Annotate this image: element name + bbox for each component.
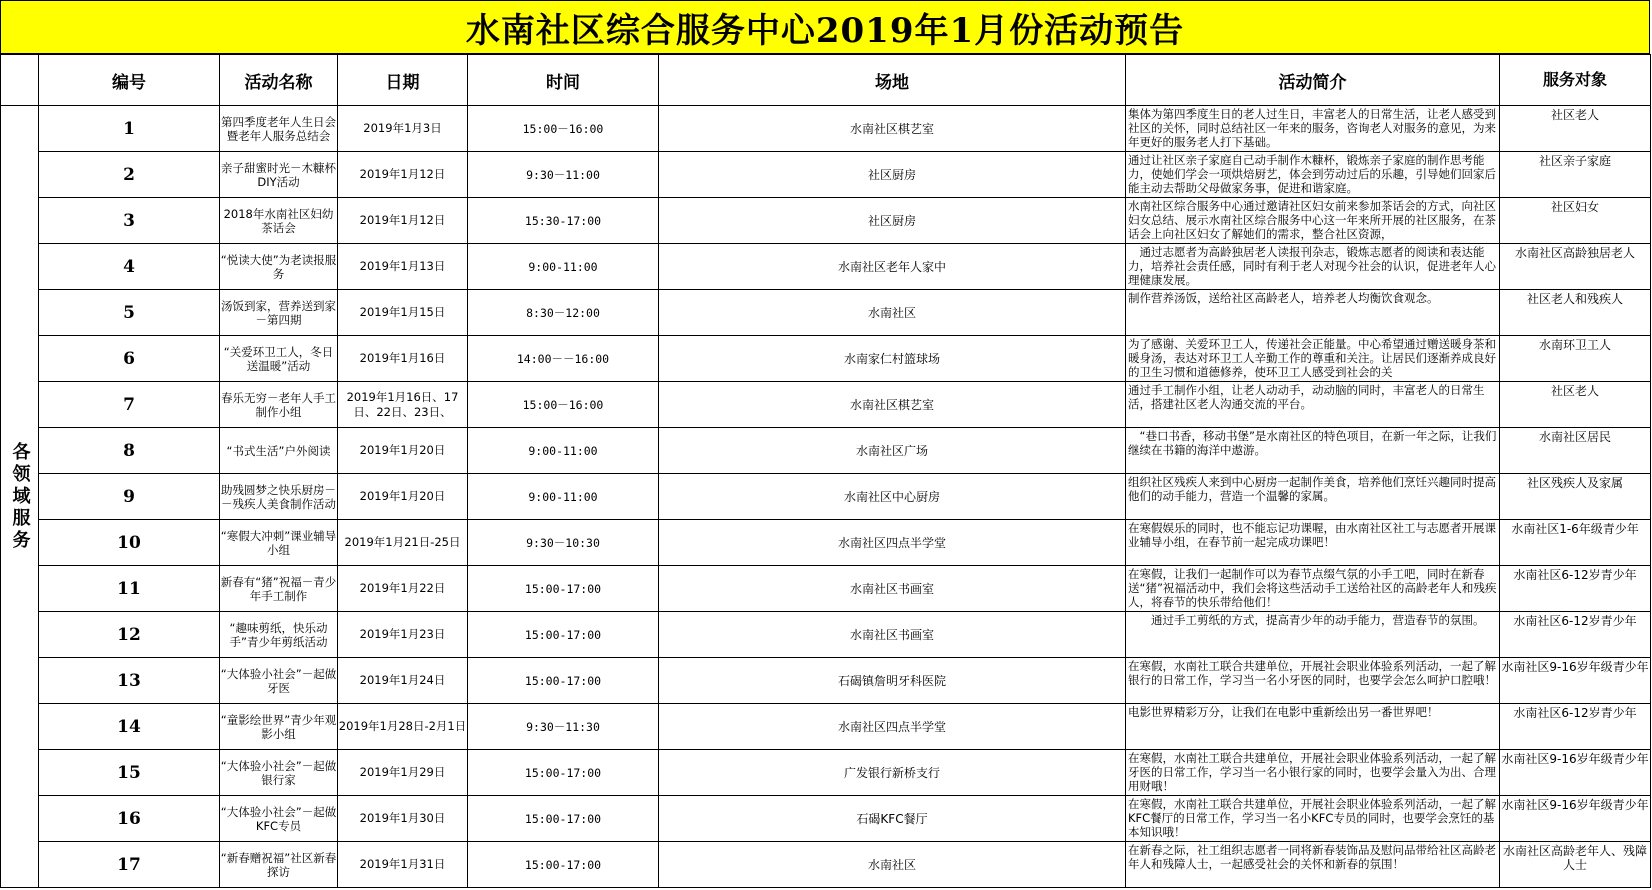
cell-date (338, 382, 468, 428)
cell-venue-text: 水南社区 (867, 306, 916, 320)
cell-description (1126, 658, 1500, 704)
cell-venue-text: 水南社区四点半学堂 (837, 720, 946, 734)
cell-target-text: 水南社区9-16岁年级青少年 (1501, 752, 1649, 766)
cell-target-text: 水南社区6-12岁青少年 (1513, 614, 1637, 628)
table-row (1, 566, 1651, 612)
cell-no (39, 428, 220, 474)
cell-activity-name-text: “大体验小社会”－起做银行家 (220, 758, 337, 787)
cell-activity-name (220, 704, 338, 750)
cell-venue-text: 水南社区 (867, 858, 916, 872)
cell-target (1500, 290, 1651, 336)
cell-target (1500, 336, 1651, 382)
cell-venue-text: 水南社区棋艺室 (849, 122, 934, 136)
cell-description-text: 水南社区综合服务中心通过邀请社区妇女前来参加茶话会的方式，向社区妇女总结、展示水南社区综合服务中心这一年来所开展的社区服务，在茶话会上向社区妇女了解她们的需求，整合社区资源， (1128, 199, 1496, 241)
cell-activity-name (220, 796, 338, 842)
cell-description-text: 在新春之际，社工组织志愿者一同将新春装饰品及慰问品带给社区高龄老年人和残障人士，一起感受社会的关怀和新春的氛围！ (1128, 843, 1496, 871)
cell-venue-text: 石碣KFC餐厅 (856, 812, 928, 826)
cell-date (338, 842, 468, 888)
cell-venue-text: 石碣镇詹明牙科医院 (837, 674, 946, 688)
cell-no (39, 198, 220, 244)
cell-description (1126, 106, 1500, 152)
cell-date-text: 2019年1月24日 (359, 673, 446, 687)
header-date: 日期 (338, 55, 468, 106)
table-row (1, 290, 1651, 336)
table-row (1, 520, 1651, 566)
cell-venue (659, 842, 1126, 888)
cell-time-text: 9:00-11:00 (528, 443, 598, 458)
cell-venue (659, 198, 1126, 244)
cell-no (39, 566, 220, 612)
cell-date-text: 2019年1月20日 (359, 489, 446, 503)
cell-activity-name-text: “关爱环卫工人，冬日送温暖”活动 (223, 344, 334, 373)
cell-description-text: 电影世界精彩万分，让我们在电影中重新绘出另一番世界吧！ (1128, 705, 1439, 719)
table-row (1, 704, 1651, 750)
cell-date-text: 2019年1月20日 (359, 443, 446, 457)
cell-time (468, 382, 659, 428)
cell-venue-text: 水南社区书画室 (849, 582, 934, 596)
cell-activity-name-text: “大体验小社会”－起做牙医 (220, 666, 337, 695)
cell-time (468, 336, 659, 382)
cell-activity-name (220, 658, 338, 704)
cell-venue (659, 244, 1126, 290)
cell-activity-name (220, 750, 338, 796)
cell-venue-text: 水南社区四点半学堂 (837, 536, 946, 550)
cell-time (468, 566, 659, 612)
table-header-row (1, 55, 1651, 106)
cell-no-text: 6 (123, 348, 135, 369)
cell-venue (659, 612, 1126, 658)
cell-time (468, 612, 659, 658)
cell-target (1500, 198, 1651, 244)
table-row (1, 244, 1651, 290)
cell-no (39, 750, 220, 796)
cell-description-text: 在寒假，水南社工联合共建单位，开展社会职业体验系列活动，一起了解牙医的日常工作，学习当一名小银行家的同时，也要学会量入为出、合理用财哦！ (1128, 751, 1496, 793)
cell-date-text: 2019年1月3日 (363, 121, 442, 135)
cell-target-text: 水南社区高龄独居老人 (1514, 246, 1635, 260)
cell-target (1500, 842, 1651, 888)
cell-date-text: 2019年1月31日 (359, 857, 446, 871)
cell-activity-name (220, 152, 338, 198)
cell-venue-text: 水南社区书画室 (849, 628, 934, 642)
cell-time (468, 658, 659, 704)
cell-time (468, 704, 659, 750)
cell-date (338, 290, 468, 336)
cell-activity-name (220, 428, 338, 474)
cell-activity-name (220, 106, 338, 152)
cell-activity-name-text: “大体验小社会”－起做KFC专员 (220, 804, 337, 833)
cell-no-text: 8 (123, 440, 135, 461)
cell-no-text: 5 (123, 302, 135, 323)
cell-description-text: 在寒假娱乐的同时，也不能忘记功课喔，由水南社区社工与志愿者开展课业辅导小组，在春节前一起完成功课吧！ (1128, 521, 1496, 549)
cell-time (468, 842, 659, 888)
cell-target-text: 水南社区1-6年级青少年 (1511, 522, 1639, 536)
cell-activity-name (220, 474, 338, 520)
cell-no (39, 704, 220, 750)
cell-date (338, 658, 468, 704)
cell-target-text: 水南社区居民 (1538, 430, 1611, 444)
cell-venue-text: 广发银行新桥支行 (843, 766, 940, 780)
cell-no-text: 12 (117, 624, 141, 645)
header-venue: 场地 (659, 55, 1126, 106)
table-row (1, 198, 1651, 244)
cell-activity-name (220, 382, 338, 428)
cell-no-text: 3 (123, 210, 135, 231)
activity-table (0, 54, 1651, 888)
cell-no (39, 842, 220, 888)
cell-time-text: 15:00-17:00 (524, 673, 602, 688)
cell-date-text: 2019年1月16日、17日、22日、23日、 (346, 389, 459, 419)
cell-time-text: 15:30-17:00 (524, 213, 602, 228)
cell-time (468, 290, 659, 336)
cell-target (1500, 612, 1651, 658)
cell-date-text: 2019年1月28日-2月1日 (338, 719, 467, 733)
table-row (1, 796, 1651, 842)
cell-no (39, 106, 220, 152)
cell-target (1500, 382, 1651, 428)
cell-activity-name-text: 汤饭到家，营养送到家－第四期 (221, 298, 336, 327)
cell-date (338, 428, 468, 474)
cell-date (338, 750, 468, 796)
table-row (1, 152, 1651, 198)
cell-date (338, 796, 468, 842)
cell-venue (659, 704, 1126, 750)
cell-date (338, 152, 468, 198)
cell-description (1126, 152, 1500, 198)
cell-venue-text: 水南社区中心厨房 (843, 490, 940, 504)
cell-description (1126, 612, 1500, 658)
cell-no (39, 382, 220, 428)
cell-time-text: 14:00－－16:00 (516, 351, 610, 366)
cell-target (1500, 428, 1651, 474)
cell-venue (659, 382, 1126, 428)
cell-no-text: 7 (123, 394, 135, 415)
cell-description (1126, 290, 1500, 336)
cell-target-text: 水南环卫工人 (1538, 338, 1611, 352)
cell-time-text: 8:30－12:00 (526, 305, 600, 320)
cell-description (1126, 336, 1500, 382)
header-category (1, 55, 39, 106)
cell-time (468, 474, 659, 520)
cell-date (338, 566, 468, 612)
cell-time-text: 15:00-17:00 (524, 857, 602, 872)
cell-time-text: 9:30－11:00 (526, 167, 600, 182)
cell-no-text: 9 (123, 486, 135, 507)
cell-target (1500, 106, 1651, 152)
cell-venue-text: 社区厨房 (867, 214, 916, 228)
cell-description-text: 通过手工制作小组，让老人动动手，动动脑的同时，丰富老人的日常生活，搭建社区老人沟通交流的平台。 (1128, 383, 1485, 411)
cell-venue-text: 水南家仁村篮球场 (843, 352, 940, 366)
cell-activity-name (220, 520, 338, 566)
cell-description-text: 组织社区残疾人来到中心厨房一起制作美食，培养他们烹饪兴趣同时提高他们的动手能力，营造一个温馨的家属。 (1128, 475, 1496, 503)
cell-venue (659, 658, 1126, 704)
cell-activity-name-text: 新春有“猪”祝福－青少年手工制作 (220, 574, 337, 603)
cell-activity-name (220, 198, 338, 244)
cell-date-text: 2019年1月29日 (359, 765, 446, 779)
cell-description (1126, 750, 1500, 796)
cell-description (1126, 382, 1500, 428)
cell-venue (659, 520, 1126, 566)
cell-description (1126, 566, 1500, 612)
cell-date (338, 336, 468, 382)
cell-target-text: 水南社区6-12岁青少年 (1513, 568, 1637, 582)
cell-description-text: 通过手工剪纸的方式，提高青少年的动手能力，营造春节的氛围。 (1128, 613, 1485, 627)
cell-description-text: “巷口书香，移动书堡”是水南社区的特色项目，在新一年之际，让我们继续在书籍的海洋中遨游。 (1128, 429, 1497, 457)
cell-venue-text: 水南社区老年人家中 (837, 260, 946, 274)
cell-time (468, 796, 659, 842)
cell-time-text: 15:00-17:00 (524, 811, 602, 826)
cell-date-text: 2019年1月23日 (359, 627, 446, 641)
cell-venue (659, 796, 1126, 842)
cell-description (1126, 842, 1500, 888)
cell-description (1126, 704, 1500, 750)
cell-activity-name-text: 助残圆梦之快乐厨房－－残疾人美食制作活动 (221, 482, 336, 511)
cell-time-text: 9:00-11:00 (528, 259, 598, 274)
cell-date (338, 106, 468, 152)
category-cell: 各领域服务 (1, 106, 39, 888)
cell-description-text: 通过让社区亲子家庭自己动手制作木糠杯，锻炼亲子家庭的制作思考能力，使她们学会一项烘焙厨艺，体会到劳动过后的乐趣，引导她们回家后能主动去帮助父母做家务事，促进和谐家庭。 (1128, 153, 1496, 195)
cell-date (338, 520, 468, 566)
cell-description-text: 在寒假，让我们一起制作可以为春节点缀气氛的小手工吧，同时在新春送“猪”祝福活动中，我们会将这些活动手工送给社区的高龄老年人和残疾人，将春节的快乐带给他们！ (1128, 567, 1497, 609)
table-row (1, 474, 1651, 520)
cell-activity-name-text: “寒假大冲刺”课业辅导小组 (220, 528, 337, 557)
cell-target (1500, 520, 1651, 566)
cell-venue (659, 290, 1126, 336)
table-row (1, 336, 1651, 382)
cell-target (1500, 244, 1651, 290)
cell-venue (659, 428, 1126, 474)
cell-description-text: 制作营养汤饭，送给社区高龄老人，培养老人均衡饮食观念。 (1128, 291, 1439, 305)
table-row (1, 658, 1651, 704)
cell-no-text: 10 (117, 532, 141, 553)
cell-time (468, 520, 659, 566)
cell-venue (659, 750, 1126, 796)
cell-time (468, 428, 659, 474)
cell-time-text: 15:00-17:00 (524, 765, 602, 780)
cell-venue (659, 566, 1126, 612)
header-no: 编号 (39, 55, 220, 106)
cell-venue-text: 水南社区广场 (855, 444, 928, 458)
cell-activity-name-text: “新春赠祝福”社区新春探访 (220, 850, 337, 879)
cell-description (1126, 428, 1500, 474)
cell-time (468, 244, 659, 290)
cell-target (1500, 658, 1651, 704)
table-row (1, 842, 1651, 888)
cell-time (468, 750, 659, 796)
cell-no-text: 15 (117, 762, 141, 783)
cell-activity-name (220, 612, 338, 658)
table-row (1, 750, 1651, 796)
cell-venue (659, 474, 1126, 520)
cell-date (338, 244, 468, 290)
cell-activity-name-text: “趣味剪纸，快乐动手”青少年剪纸活动 (229, 620, 328, 649)
cell-description-text: 为了感谢、关爱环卫工人，传递社会正能量。中心希望通过赠送暖身茶和暖身汤，表达对环卫工人辛勤工作的尊重和关注。让居民们逐渐养成良好的卫生习惯和道德修养，使环卫工人感受到社会的关 (1128, 337, 1496, 379)
cell-no (39, 796, 220, 842)
cell-description (1126, 244, 1500, 290)
cell-target-text: 水南社区9-16岁年级青少年 (1501, 798, 1649, 812)
cell-target-text: 社区老人和残疾人 (1526, 292, 1623, 306)
cell-date-text: 2019年1月30日 (359, 811, 446, 825)
cell-target-text: 水南社区6-12岁青少年 (1513, 706, 1637, 720)
cell-date-text: 2019年1月12日 (359, 167, 446, 181)
cell-no (39, 290, 220, 336)
cell-target (1500, 750, 1651, 796)
table-row (1, 106, 1651, 152)
cell-description-text: 在寒假，水南社工联合共建单位，开展社会职业体验系列活动，一起了解银行的日常工作，学习当一名小牙医的同时，也要学会怎么呵护口腔哦！ (1128, 659, 1496, 687)
header-name: 活动名称 (220, 55, 338, 106)
cell-date-text: 2019年1月22日 (359, 581, 446, 595)
cell-target (1500, 704, 1651, 750)
cell-no-text: 16 (117, 808, 141, 829)
cell-target-text: 社区亲子家庭 (1538, 154, 1611, 168)
cell-activity-name-text: “悦读大使”为老读报服务 (220, 252, 337, 281)
cell-time-text: 9:30－11:30 (526, 719, 600, 734)
cell-target-text: 社区妇女 (1550, 200, 1599, 214)
cell-no (39, 612, 220, 658)
cell-activity-name-text: 2018年水南社区妇幼茶话会 (223, 206, 334, 235)
cell-activity-name-text: 亲子甜蜜时光－木糠杯DIY活动 (221, 160, 336, 189)
cell-time (468, 152, 659, 198)
table-row (1, 428, 1651, 474)
cell-time-text: 9:00-11:00 (528, 489, 598, 504)
cell-no-text: 4 (123, 256, 135, 277)
cell-activity-name (220, 842, 338, 888)
cell-date-text: 2019年1月13日 (359, 259, 446, 273)
cell-date (338, 612, 468, 658)
cell-no-text: 17 (117, 854, 141, 875)
cell-no (39, 244, 220, 290)
cell-no-text: 11 (117, 578, 141, 599)
cell-activity-name (220, 566, 338, 612)
cell-activity-name-text: 春乐无穷－老年人手工制作小组 (221, 390, 336, 419)
cell-activity-name (220, 336, 338, 382)
cell-venue (659, 152, 1126, 198)
cell-date-text: 2019年1月15日 (359, 305, 446, 319)
cell-description (1126, 198, 1500, 244)
sheet-title: 水南社区综合服务中心2019年1月份活动预告 (0, 0, 1650, 54)
cell-activity-name (220, 290, 338, 336)
cell-target (1500, 474, 1651, 520)
cell-time-text: 15:00－16:00 (522, 121, 604, 136)
cell-target-text: 水南社区9-16岁年级青少年 (1501, 660, 1649, 674)
cell-date (338, 198, 468, 244)
cell-no (39, 336, 220, 382)
cell-no-text: 2 (123, 164, 135, 185)
cell-activity-name-text: “书式生活”户外阅读 (226, 443, 331, 458)
cell-activity-name (220, 244, 338, 290)
cell-no (39, 520, 220, 566)
cell-time (468, 198, 659, 244)
cell-target-text: 水南社区高龄老年人、残障人士 (1502, 844, 1647, 872)
table-row (1, 612, 1651, 658)
cell-venue-text: 社区厨房 (867, 168, 916, 182)
cell-target-text: 社区残疾人及家属 (1526, 476, 1623, 490)
cell-activity-name-text: 第四季度老年人生日会暨老年人服务总结会 (221, 114, 336, 143)
cell-target (1500, 152, 1651, 198)
cell-date (338, 704, 468, 750)
cell-date (338, 474, 468, 520)
cell-activity-name-text: “童影绘世界”青少年观影小组 (220, 712, 337, 741)
cell-target-text: 社区老人 (1550, 384, 1599, 398)
cell-target (1500, 566, 1651, 612)
cell-time-text: 15:00－16:00 (522, 397, 604, 412)
cell-date-text: 2019年1月12日 (359, 213, 446, 227)
cell-venue (659, 106, 1126, 152)
cell-description-text: 通过志愿者为高龄独居老人读报刊杂志，锻炼志愿者的阅读和表达能力，培养社会责任感，同时有利于老人对现今社会的认识，促进老年人心理健康发展。 (1128, 245, 1496, 287)
cell-venue-text: 水南社区棋艺室 (849, 398, 934, 412)
cell-venue (659, 336, 1126, 382)
cell-description (1126, 474, 1500, 520)
cell-time-text: 9:30－10:30 (526, 535, 600, 550)
cell-target (1500, 796, 1651, 842)
cell-no-text: 13 (117, 670, 141, 691)
cell-time-text: 15:00-17:00 (524, 627, 602, 642)
cell-target-text: 社区老人 (1550, 108, 1599, 122)
header-time: 时间 (468, 55, 659, 106)
cell-no (39, 658, 220, 704)
cell-no (39, 152, 220, 198)
cell-time (468, 106, 659, 152)
table-body (1, 106, 1651, 888)
cell-time-text: 15:00-17:00 (524, 581, 602, 596)
cell-no-text: 1 (123, 118, 135, 139)
header-desc: 活动简介 (1126, 55, 1500, 106)
cell-description-text: 集体为第四季度生日的老人过生日，丰富老人的日常生活，让老人感受到社区的关怀，同时总结社区一年来的服务，咨询老人对服务的意见，为来年更好的服务老人打下基础。 (1128, 107, 1496, 149)
cell-description-text: 在寒假，水南社工联合共建单位，开展社会职业体验系列活动，一起了解KFC餐厅的日常工作，学习当一名小KFC专员的同时，也要学会烹饪的基本知识哦！ (1128, 797, 1496, 839)
cell-date-text: 2019年1月16日 (359, 351, 446, 365)
cell-no (39, 474, 220, 520)
header-target: 服务对象 (1500, 55, 1651, 106)
cell-no-text: 14 (117, 716, 141, 737)
cell-date-text: 2019年1月21日-25日 (344, 535, 461, 549)
table-row (1, 382, 1651, 428)
cell-description (1126, 520, 1500, 566)
cell-description (1126, 796, 1500, 842)
